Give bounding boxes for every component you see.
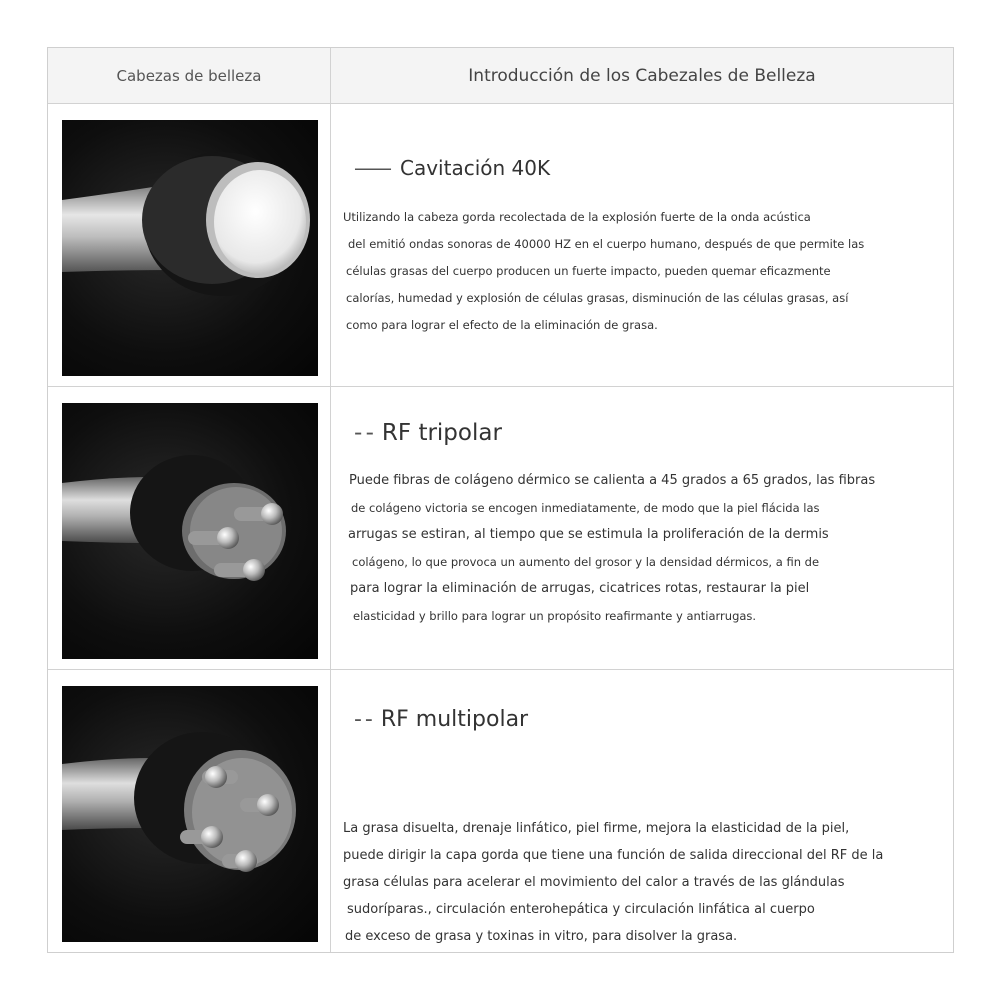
header-heads-column: Cabezas de belleza [48,48,331,103]
description-line: para lograr la eliminación de arrugas, cicatrices rotas, restaurar la piel [350,581,810,596]
table-row-cavitation [48,104,953,387]
description-cell [331,387,953,669]
description-line: sudoríparas., circulación enterohepática y circulación linfática al cuerpo [347,902,815,917]
title-dash: - - [354,420,372,446]
title-dash: - - [354,707,371,732]
description-line: elasticidad y brillo para lograr un propósito reafirmante y antiarrugas. [353,609,757,623]
description-cell [331,670,953,952]
image-cell [48,104,331,386]
description-line: como para lograr el efecto de la eliminación de grasa. [346,318,658,332]
section-title-text: RF tripolar [381,420,502,446]
beauty-heads-table [47,47,954,953]
description-line: calorías, humedad y explosión de células grasas, disminución de las células grasas, así [346,291,849,305]
description-line: células grasas del cuerpo producen un fuerte impacto, pueden quemar eficazmente [346,264,831,278]
description-line: puede dirigir la capa gorda que tiene una función de salida direccional del RF de la [343,848,884,863]
description-line: del emitió ondas sonoras de 40000 HZ en el cuerpo humano, después de que permite las [348,237,865,251]
header-intro-column: Introducción de los Cabezales de Belleza [468,65,816,86]
section-title-text: Cavitación 40K [400,156,551,180]
description-line: Puede fibras de colágeno dérmico se calienta a 45 grados a 65 grados, las fibras [349,473,876,488]
section-title [354,420,502,446]
description-line: La grasa disuelta, drenaje linfático, piel firme, mejora la elasticidad de la piel, [343,821,850,836]
section-title-text: RF multipolar [380,707,529,732]
image-cell [48,387,331,669]
cavitation-head-icon [62,120,318,376]
description-line: de exceso de grasa y toxinas in vitro, para disolver la grasa. [345,929,738,944]
description-line: colágeno, lo que provoca un aumento del grosor y la densidad dérmicos, a fin de [352,555,820,569]
description-line: Utilizando la cabeza gorda recolectada de la explosión fuerte de la onda acústica [343,210,811,224]
description-line: grasa células para acelerar el movimiento del calor a través de las glándulas [343,875,845,890]
section-title [354,156,550,180]
tripolar-rf-head-icon [62,403,318,659]
title-dash: —— [354,156,390,180]
table-row-rf-multipolar [48,670,953,952]
description-cell [331,104,953,386]
section-title [354,707,528,732]
description-line: de colágeno victoria se encogen inmediatamente, de modo que la piel flácida las [351,501,820,515]
image-cell [48,670,331,952]
table-row-rf-tripolar [48,387,953,670]
multipolar-rf-head-icon [62,686,318,942]
table-header-row [48,48,953,104]
description-line: arrugas se estiran, al tiempo que se estimula la proliferación de la dermis [348,527,829,542]
